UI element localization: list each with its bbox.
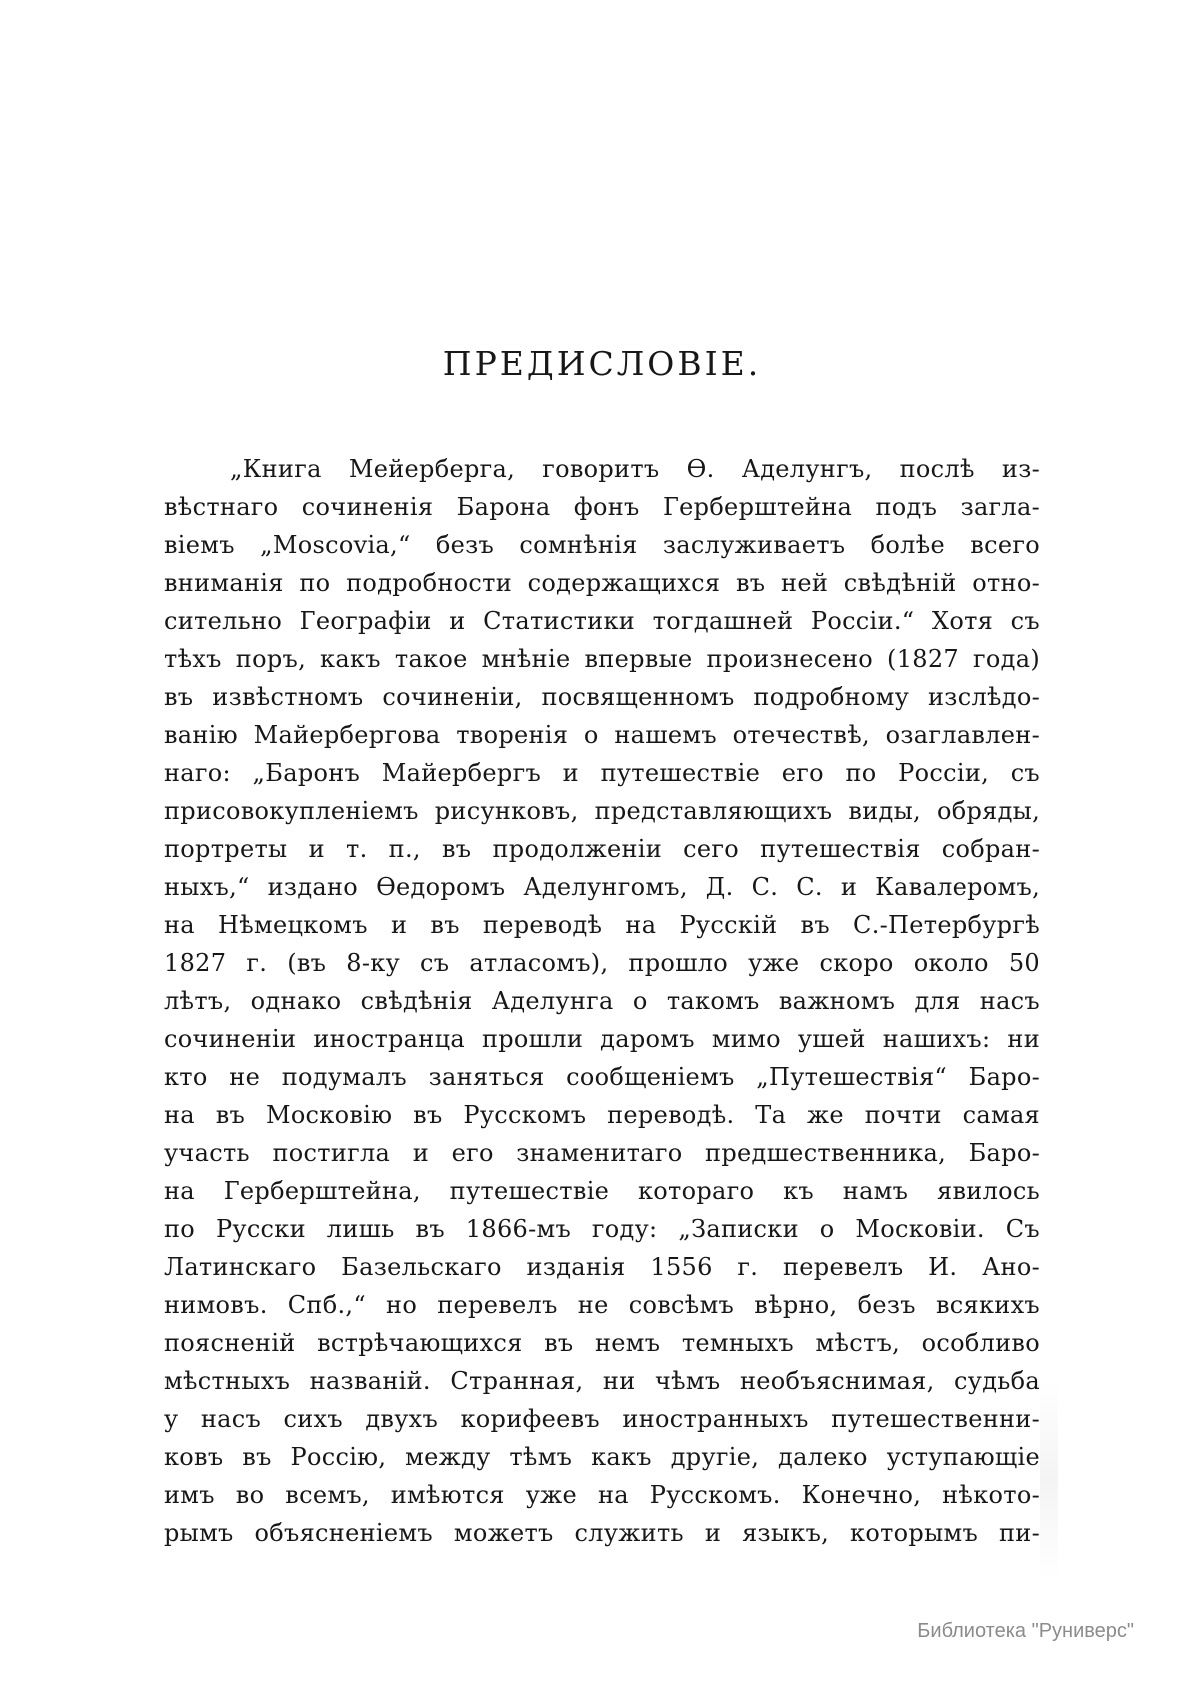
text-line: поясненій встрѣчающихся въ немъ темныхъ мѣстъ, особливо	[164, 1329, 1040, 1357]
library-watermark: Библиотека "Руниверс"	[917, 1620, 1134, 1642]
text-line: по Русски лишь въ 1866-мъ году: „Записки о Московіи. Съ	[164, 1215, 1040, 1243]
text-line: тѣхъ поръ, какъ такое мнѣніе впервые произнесено (1827 года)	[164, 645, 1040, 673]
text-line: 1827 г. (въ 8-ку съ атласомъ), прошло уже скоро около 50	[164, 949, 1040, 977]
text-line: участь постигла и его знаменитаго предшественника, Баро-	[164, 1139, 1040, 1167]
text-line: нимовъ. Спб.,“ но перевелъ не совсѣмъ вѣрно, безъ всякихъ	[164, 1291, 1040, 1319]
text-line: сительно Географіи и Статистики тогдашней Россіи.“ Хотя съ	[164, 607, 1040, 635]
text-line: у насъ сихъ двухъ корифеевъ иностранныхъ путешественни-	[164, 1405, 1040, 1433]
text-line: кто не подумалъ заняться сообщеніемъ „Путешествія“ Баро-	[164, 1063, 1040, 1091]
text-line: віемъ „Moscovia,“ безъ сомнѣнія заслуживаетъ болѣе всего	[164, 531, 1040, 559]
text-line: на въ Московію въ Русскомъ переводѣ. Та же почти самая	[164, 1101, 1040, 1129]
text-line: сочиненіи иностранца прошли даромъ мимо ушей нашихъ: ни	[164, 1025, 1040, 1053]
text-line: на Нѣмецкомъ и въ переводѣ на Русскій въ С.-Петербургѣ	[164, 911, 1040, 939]
text-line: въ извѣстномъ сочиненіи, посвященномъ подробному изслѣдо-	[164, 683, 1040, 711]
scan-artifact	[1040, 1380, 1058, 1580]
text-line: „Книга Мейерберга, говоритъ Ѳ. Аделунгъ, послѣ из-	[230, 455, 1040, 483]
text-line: вниманія по подробности содержащихся въ ней свѣдѣній отно-	[164, 569, 1040, 597]
text-line: присовокупленіемъ рисунковъ, представляющихъ виды, обряды,	[164, 797, 1040, 825]
text-line: на Герберштейна, путешествіе котораго къ намъ явилось	[164, 1177, 1040, 1205]
text-line: ныхъ,“ издано Ѳедоромъ Аделунгомъ, Д. С. С. и Кавалеромъ,	[164, 873, 1040, 901]
text-line: рымъ объясненіемъ можетъ служить и языкъ, которымъ пи-	[164, 1519, 1040, 1547]
text-line: ковъ въ Россію, между тѣмъ какъ другіе, далеко уступающіе	[164, 1443, 1040, 1471]
text-line: вѣстнаго сочиненія Барона фонъ Герберштейна подъ загла-	[164, 493, 1040, 521]
page-title: ПРЕДИСЛОВІЕ.	[442, 344, 762, 383]
text-line: Латинскаго Базельскаго изданія 1556 г. перевелъ И. Ано-	[164, 1253, 1040, 1281]
text-line: портреты и т. п., въ продолженіи сего путешествія собран-	[164, 835, 1040, 863]
text-line: мѣстныхъ названій. Странная, ни чѣмъ необъяснимая, судьба	[164, 1367, 1040, 1395]
text-line: лѣтъ, однако свѣдѣнія Аделунга о такомъ важномъ для насъ	[164, 987, 1040, 1015]
text-line: ванію Майербергова творенія о нашемъ отечествѣ, озаглавлен-	[164, 721, 1040, 749]
text-line: имъ во всемъ, имѣются уже на Русскомъ. Конечно, нѣкото-	[164, 1481, 1040, 1509]
preface-paragraph	[164, 450, 1040, 1552]
text-line: наго: „Баронъ Майербергъ и путешествіе его по Россіи, съ	[164, 759, 1040, 787]
